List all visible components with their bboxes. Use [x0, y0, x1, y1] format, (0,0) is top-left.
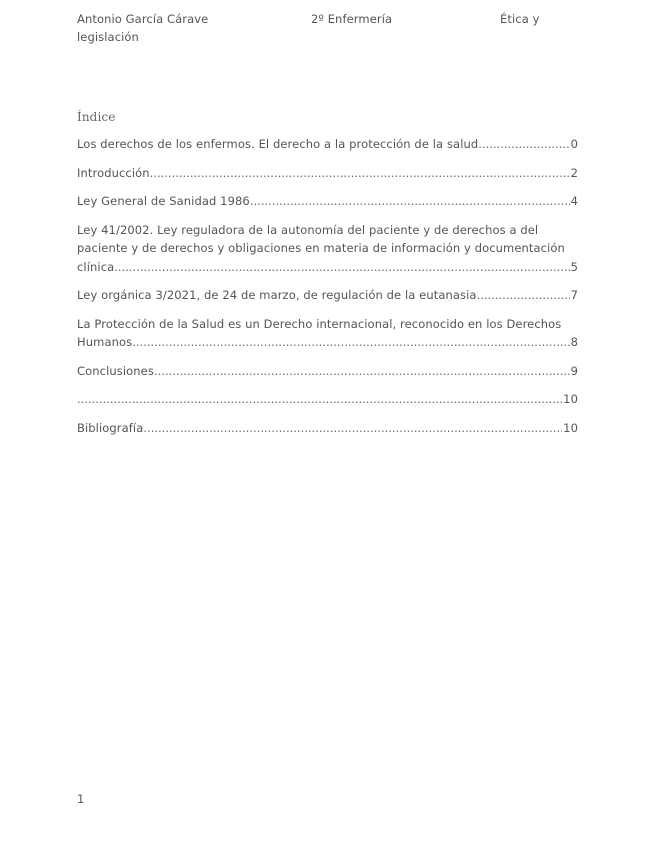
toc-entry-page: 10 [563, 420, 578, 435]
toc-title: Índice [77, 110, 116, 124]
toc-entry-title: Ley General de Sanidad 1986 [77, 194, 250, 208]
toc-leader-dots [143, 419, 562, 438]
toc-entry[interactable] [77, 315, 578, 352]
toc-entry-page: 7 [570, 288, 578, 302]
toc-entry-text-line: paciente y de derechos y obligaciones en materia de información y documentación [77, 241, 565, 255]
header-author: Antonio García Cárave [77, 12, 209, 26]
toc-entry-title: Humanos [77, 335, 133, 349]
toc-entry[interactable] [77, 390, 578, 409]
toc-entry[interactable] [77, 192, 578, 211]
toc-leader-dots [132, 333, 569, 352]
toc-entry-title: Introducción [77, 165, 150, 180]
toc-leader-dots [77, 390, 562, 409]
toc-entry-title: Los derechos de los enfermos. El derecho a la protección de la salud [77, 137, 479, 151]
toc-entry-title: Bibliografía [77, 420, 144, 435]
toc-entry-title: clínica [77, 259, 115, 274]
toc-entry-final-line [77, 333, 578, 352]
toc-entries [77, 135, 578, 437]
toc-leader-dots [150, 164, 570, 183]
toc-entry-title: Conclusiones [77, 363, 154, 378]
toc-entry-page: 0 [570, 137, 578, 151]
toc-entry-final-line [77, 419, 578, 438]
toc-entry-final-line [77, 258, 578, 277]
toc-entry-final-line [77, 164, 578, 183]
page-number: 1 [77, 792, 85, 806]
toc-entry[interactable] [77, 135, 578, 154]
toc-entry-page: 9 [570, 363, 578, 378]
toc-entry-final-line [77, 362, 578, 381]
toc-entry[interactable] [77, 419, 578, 438]
toc-entry-final-line [77, 286, 578, 305]
toc-entry-page: 10 [563, 392, 578, 406]
toc-entry-final-line [77, 192, 578, 211]
toc-entry[interactable] [77, 286, 578, 305]
toc-leader-dots [477, 286, 570, 305]
toc-entry-title: Ley orgánica 3/2021, de 24 de marzo, de regulación de la eutanasia [77, 288, 477, 302]
toc-entry[interactable] [77, 164, 578, 183]
toc-entry-text-line: La Protección de la Salud es un Derecho internacional, reconocido en los Derechos [77, 316, 562, 331]
toc-leader-dots [478, 135, 569, 154]
toc-entry-final-line [77, 135, 578, 154]
toc-leader-dots [114, 258, 569, 277]
toc-leader-dots [154, 362, 570, 381]
toc-entry[interactable] [77, 221, 578, 277]
toc-entry-text-line: Ley 41/2002. Ley reguladora de la autonomía del paciente y de derechos a del [77, 222, 539, 237]
toc-entry-page: 8 [570, 335, 578, 349]
toc-entry-page: 2 [570, 165, 578, 180]
toc-entry-page: 5 [570, 259, 578, 274]
toc-entry-page: 4 [570, 194, 578, 208]
table-of-contents [77, 108, 578, 447]
toc-entry[interactable] [77, 362, 578, 381]
toc-leader-dots [250, 192, 570, 211]
header-subject: Ética y legislación [77, 12, 540, 44]
header-course: 2º Enfermería [311, 12, 393, 26]
toc-entry-final-line [77, 390, 578, 409]
